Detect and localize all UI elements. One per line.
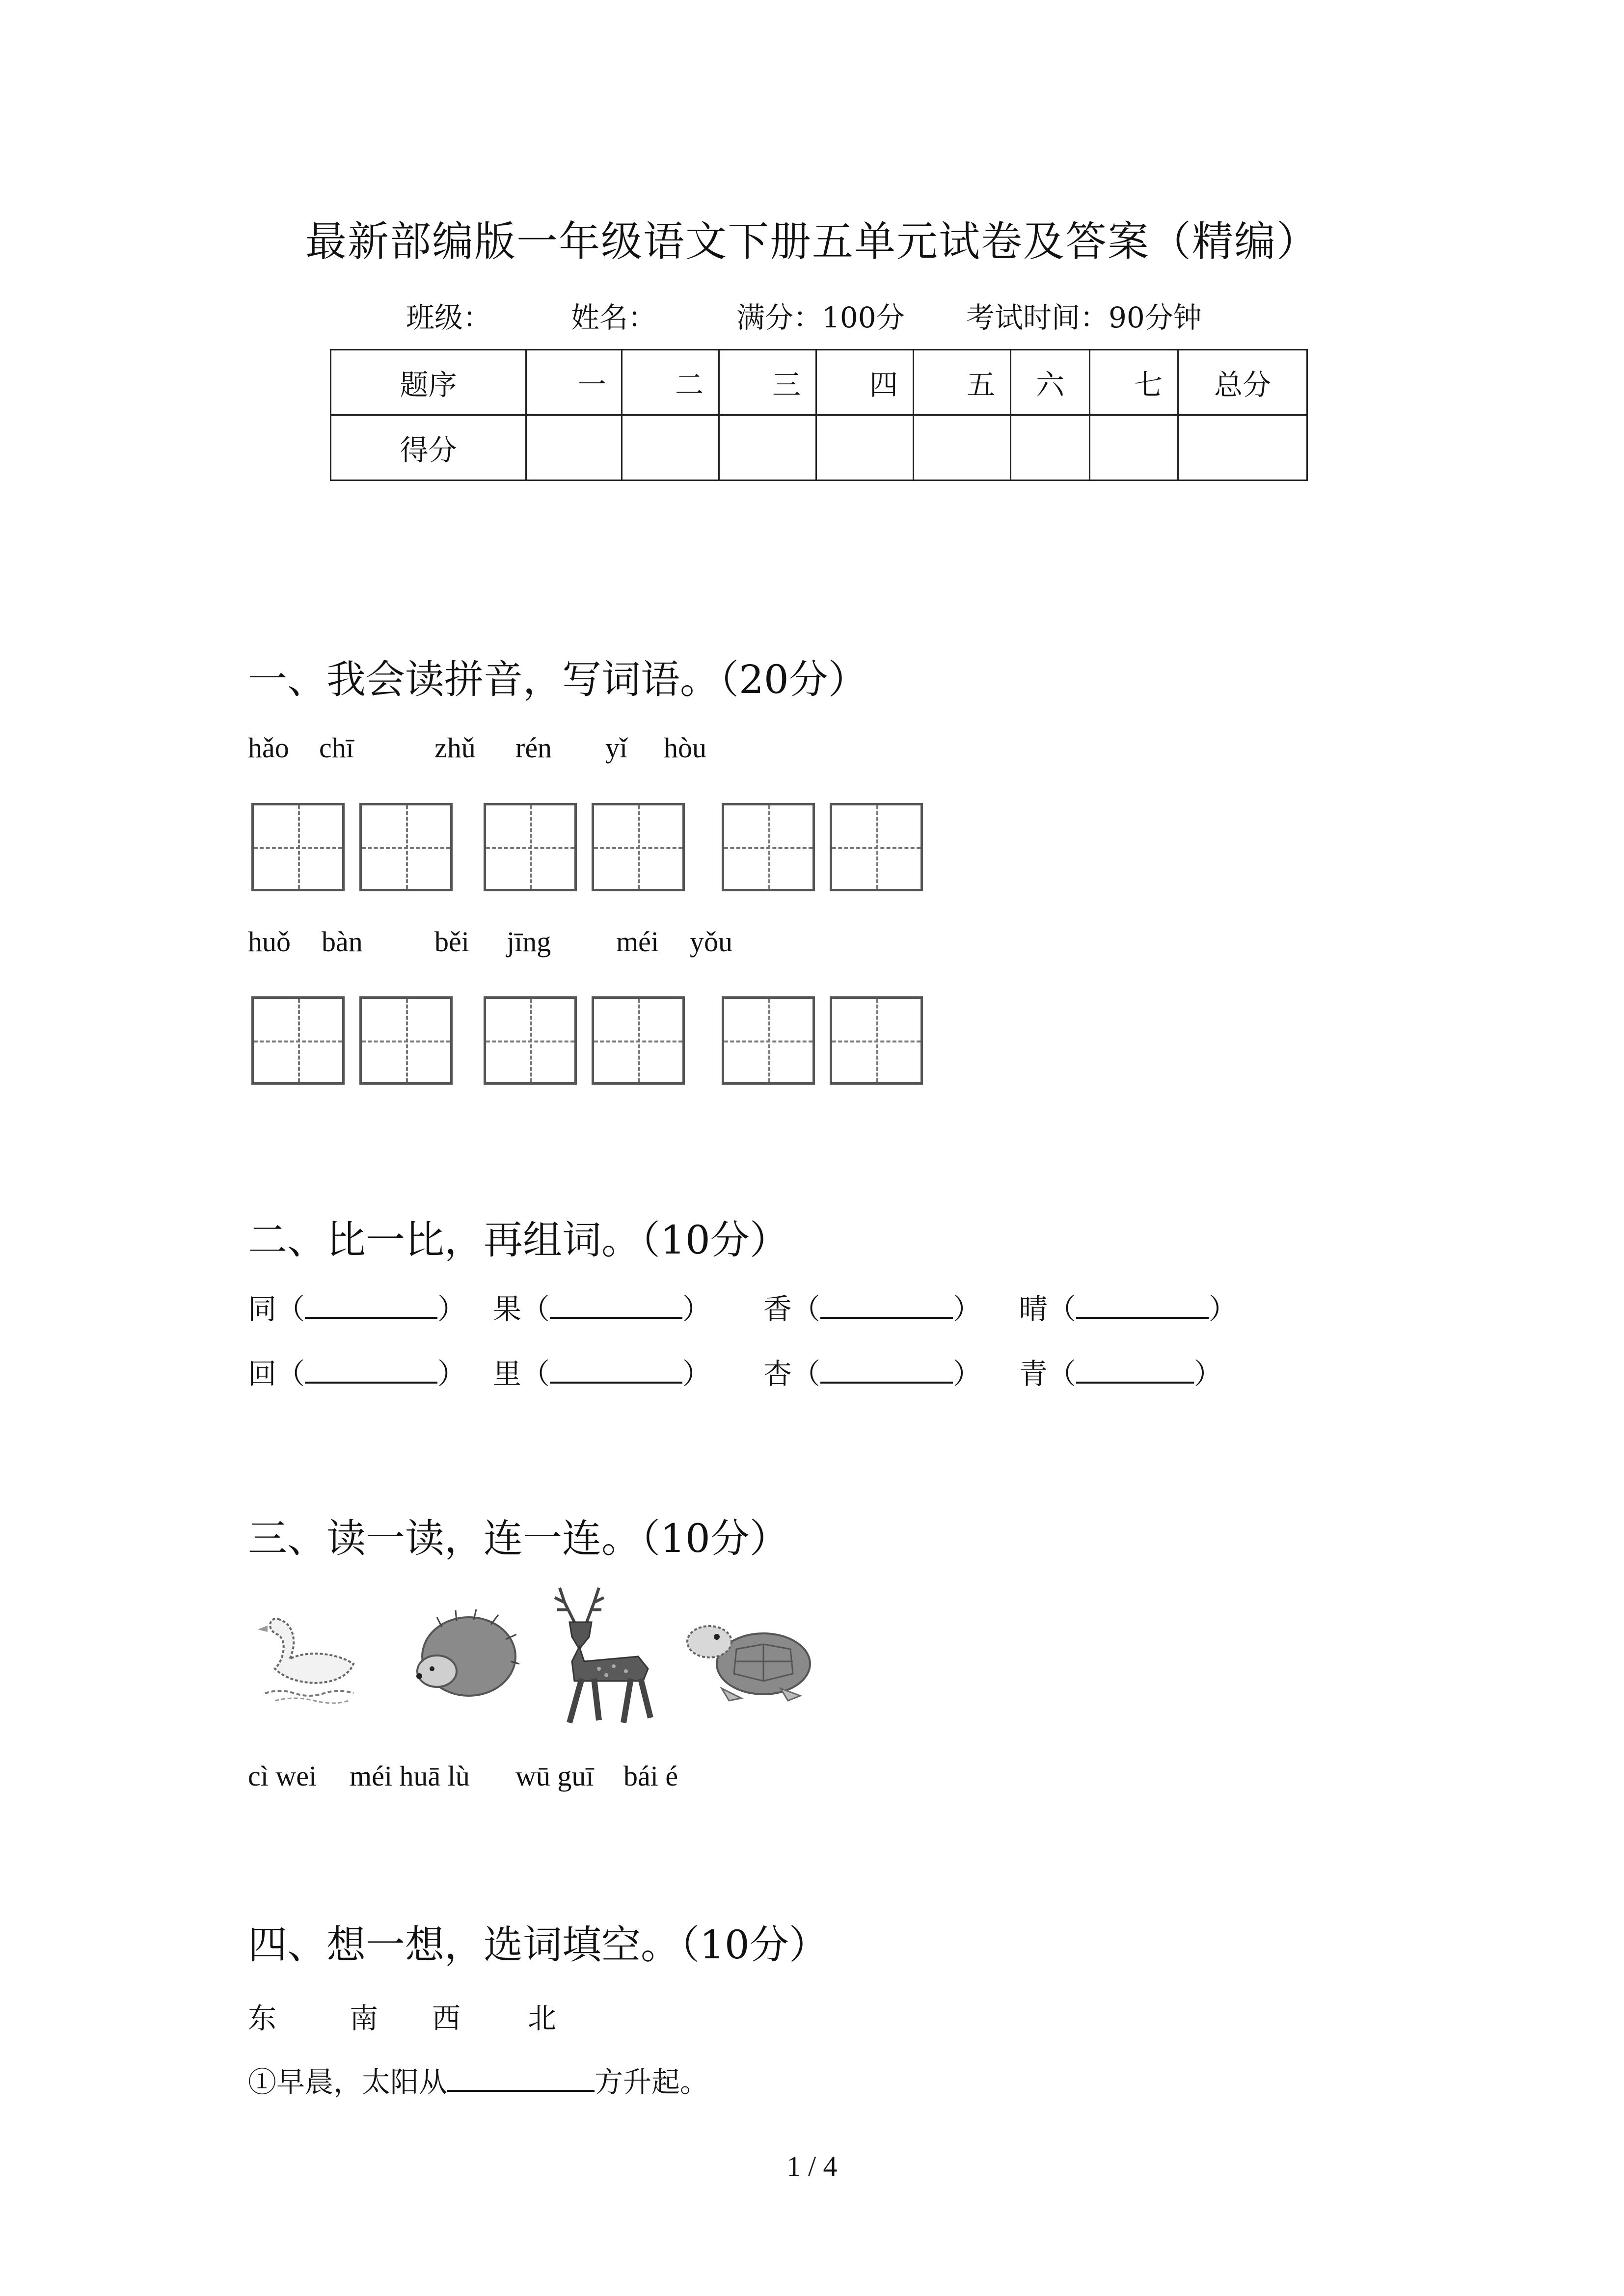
pinyin: bàn — [322, 926, 363, 958]
tian-grid-box[interactable] — [592, 803, 685, 891]
score-table — [330, 349, 1308, 481]
tian-grid-box[interactable] — [484, 996, 577, 1085]
fill-sentence-1 — [248, 2059, 708, 2100]
score-row-label: 得分 — [331, 415, 526, 481]
option-word: 西 — [432, 2002, 461, 2035]
score-cell[interactable] — [526, 415, 622, 481]
hedgehog-image — [412, 1607, 520, 1706]
answer-blank[interactable] — [820, 1291, 953, 1319]
class-label: 班级： — [406, 301, 492, 334]
tian-grid-box[interactable] — [830, 803, 923, 891]
score-table-header-row — [331, 350, 1307, 415]
tian-grid-box[interactable] — [359, 996, 453, 1085]
name-label: 姓名： — [571, 301, 657, 334]
score-table-header-cell: 一 — [526, 350, 622, 415]
compare-row-1 — [248, 1286, 1237, 1327]
tian-grid-box[interactable] — [592, 996, 685, 1085]
score-table-header-cell: 二 — [622, 350, 719, 415]
tian-grid-box[interactable] — [251, 996, 345, 1085]
char-label: 同（ — [248, 1292, 305, 1326]
answer-blank[interactable] — [1076, 1356, 1194, 1384]
tian-grid-box[interactable] — [722, 803, 815, 891]
paren: ） — [952, 1292, 981, 1326]
answer-blank[interactable] — [447, 2064, 595, 2092]
tian-grid-box[interactable] — [359, 803, 453, 891]
char-label: 果（ — [492, 1292, 550, 1326]
answer-blank[interactable] — [305, 1356, 437, 1384]
tian-grid-box[interactable] — [484, 803, 577, 891]
tian-grid-box[interactable] — [830, 996, 923, 1085]
match-word: cì wei — [248, 1760, 317, 1792]
pinyin: běi — [434, 926, 469, 958]
paren: ） — [952, 1357, 981, 1390]
char-label: 香（ — [763, 1292, 820, 1326]
pinyin: yǒu — [690, 926, 732, 958]
score-table-header-cell: 题序 — [331, 350, 526, 415]
answer-blank[interactable] — [305, 1291, 437, 1319]
turtle-image — [682, 1615, 815, 1703]
exam-time-label: 考试时间：90分钟 — [966, 301, 1202, 334]
score-table-header-cell: 四 — [816, 350, 914, 415]
option-word: 东 — [248, 2002, 277, 2035]
q4-title: 四、想一想，选词填空。（10分） — [248, 1922, 828, 1968]
score-table-score-row — [331, 415, 1307, 481]
pinyin: jīng — [507, 926, 551, 958]
answer-blank[interactable] — [820, 1356, 953, 1384]
sentence-text: ①早晨，太阳从 — [248, 2065, 448, 2099]
score-table-header-cell: 三 — [719, 350, 816, 415]
q2-title: 二、比一比，再组词。（10分） — [248, 1217, 789, 1263]
score-cell[interactable] — [719, 415, 816, 481]
full-score-label: 满分：100分 — [736, 301, 905, 334]
sika-deer-image — [545, 1583, 658, 1730]
q3-title: 三、读一读，连一连。（10分） — [248, 1516, 789, 1561]
score-cell[interactable] — [1011, 415, 1090, 481]
paren: ） — [437, 1292, 466, 1326]
pinyin: méi — [616, 926, 659, 958]
score-table-header-cell: 五 — [914, 350, 1011, 415]
char-label: 里（ — [492, 1357, 550, 1390]
score-cell[interactable] — [914, 415, 1011, 481]
pinyin: yǐ — [605, 732, 628, 764]
char-label: 青（ — [1019, 1357, 1076, 1390]
match-word: wū guī — [515, 1760, 594, 1792]
paren: ） — [1208, 1292, 1237, 1326]
paren: ） — [682, 1357, 711, 1390]
pinyin: hǎo — [248, 732, 289, 764]
answer-blank[interactable] — [550, 1291, 682, 1319]
page-title: 最新部编版一年级语文下册五单元试卷及答案（精编） — [305, 217, 1319, 266]
answer-blank[interactable] — [1076, 1291, 1209, 1319]
answer-blank[interactable] — [550, 1356, 682, 1384]
score-table-header-cell: 六 — [1011, 350, 1090, 415]
score-cell[interactable] — [622, 415, 719, 481]
paren: ） — [1193, 1357, 1222, 1390]
char-label: 回（ — [248, 1357, 305, 1390]
option-word: 北 — [528, 2002, 557, 2035]
tian-grid-box[interactable] — [722, 996, 815, 1085]
compare-row-2 — [248, 1351, 1222, 1392]
score-cell[interactable] — [816, 415, 914, 481]
pinyin: chī — [319, 732, 354, 764]
char-label: 晴（ — [1019, 1292, 1076, 1326]
paren: ） — [682, 1292, 711, 1326]
score-cell[interactable] — [1090, 415, 1178, 481]
sentence-text: 方升起。 — [595, 2065, 709, 2099]
pinyin: hòu — [664, 732, 706, 764]
pinyin: huǒ — [248, 926, 291, 958]
option-word: 南 — [350, 2002, 379, 2035]
pinyin: zhǔ — [434, 732, 476, 764]
page-number: 1 / 4 — [786, 2150, 838, 2182]
tian-grid-box[interactable] — [251, 803, 345, 891]
score-table-header-cell: 七 — [1090, 350, 1178, 415]
match-word: bái é — [623, 1760, 678, 1792]
char-label: 杏（ — [763, 1357, 820, 1390]
match-word: méi huā lù — [350, 1760, 470, 1792]
paren: ） — [437, 1357, 466, 1390]
swan-image — [250, 1595, 363, 1708]
pinyin: rén — [515, 732, 552, 764]
score-cell[interactable] — [1178, 415, 1307, 481]
q1-title: 一、我会读拼音，写词语。（20分） — [248, 657, 867, 702]
score-table-header-cell: 总分 — [1178, 350, 1307, 415]
